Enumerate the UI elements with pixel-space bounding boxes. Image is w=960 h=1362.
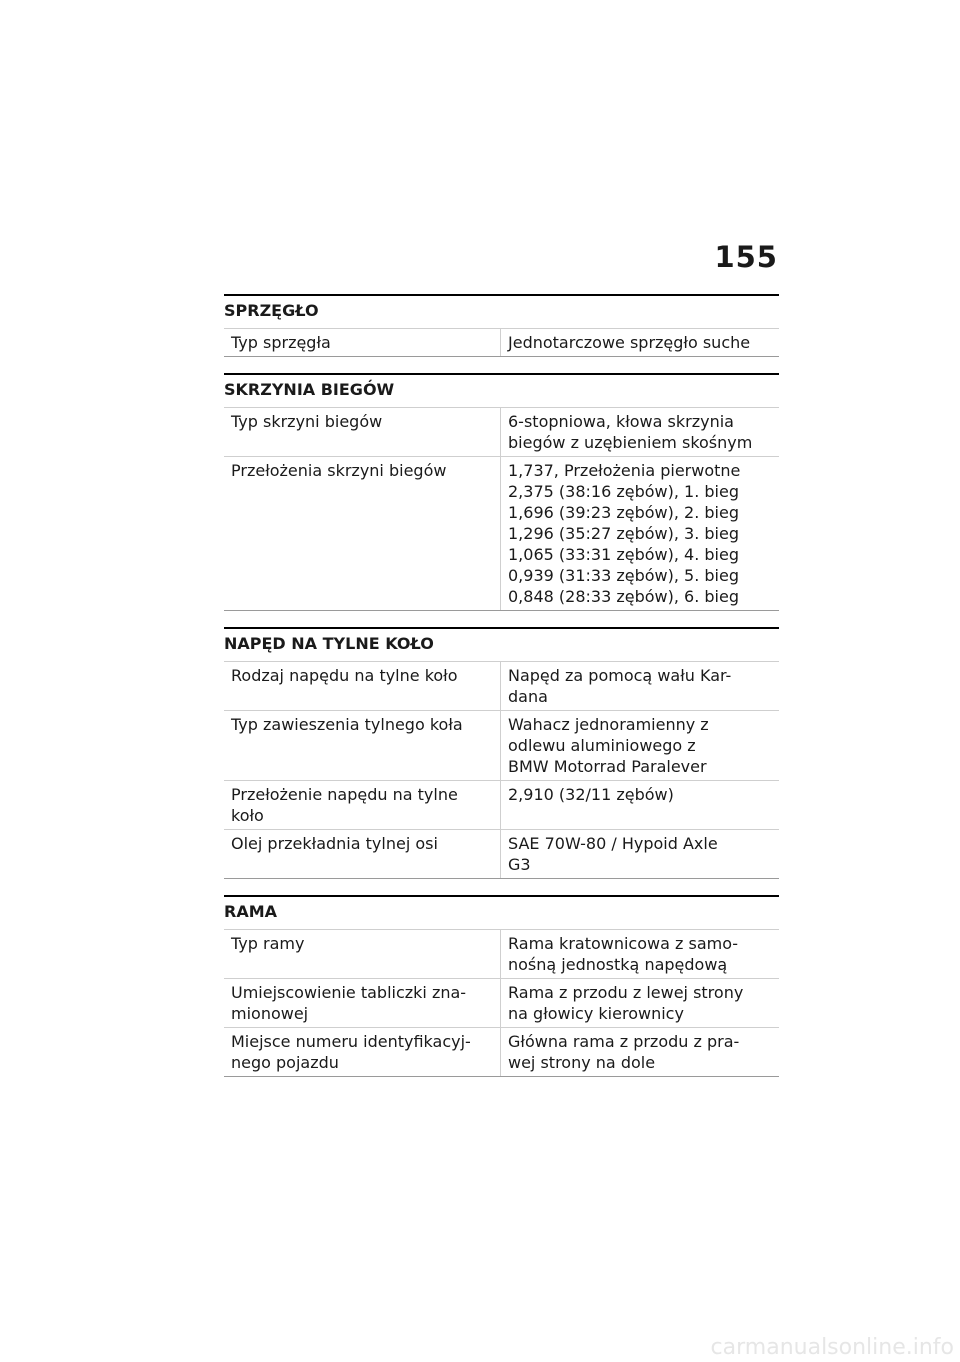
spec-value-line: 1,696 (39:23 zębów), 2. bieg [508, 503, 739, 522]
spec-label [224, 781, 501, 829]
spec-row [224, 329, 779, 357]
spec-section [224, 294, 779, 357]
section-title: SPRZĘGŁO [224, 296, 779, 329]
spec-label [224, 408, 501, 456]
spec-row [224, 408, 779, 457]
spec-value-line: odlewu aluminiowego z [508, 736, 696, 755]
spec-row [224, 711, 779, 781]
spec-value [501, 830, 779, 878]
section-title: NAPĘD NA TYLNE KOŁO [224, 629, 779, 662]
spec-label-line: Umiejscowienie tabliczki zna- [231, 983, 467, 1002]
spec-row [224, 457, 779, 611]
spec-row [224, 781, 779, 830]
spec-label-line: Przełożenia skrzyni biegów [231, 461, 447, 480]
spec-label-line: Przełożenie napędu na tylne [231, 785, 458, 804]
spec-value-line: Główna rama z przodu z pra- [508, 1032, 740, 1051]
spec-label-line: Typ zawieszenia tylnego koła [231, 715, 463, 734]
spec-value-line: nośną jednostką napędową [508, 955, 728, 974]
page-number: 155 [714, 240, 778, 274]
spec-value [501, 711, 779, 780]
spec-value [501, 930, 779, 978]
spec-value [501, 1028, 779, 1076]
spec-row [224, 662, 779, 711]
spec-label-line: Typ sprzęgła [231, 333, 331, 352]
spec-row [224, 830, 779, 879]
spec-label-line: nego pojazdu [231, 1053, 339, 1072]
spec-row [224, 979, 779, 1028]
spec-value-line: biegów z uzębieniem skośnym [508, 433, 753, 452]
watermark: carmanualsonline.info [710, 1335, 954, 1360]
spec-value-line: 1,065 (33:31 zębów), 4. bieg [508, 545, 739, 564]
spec-value [501, 329, 779, 356]
spec-value-line: Wahacz jednoramienny z [508, 715, 709, 734]
spec-label-line: Miejsce numeru identyfikacyj- [231, 1032, 471, 1051]
spec-row [224, 1028, 779, 1077]
spec-section [224, 895, 779, 1077]
spec-label [224, 1028, 501, 1076]
spec-label [224, 830, 501, 878]
spec-value-line: 1,737, Przełożenia pierwotne [508, 461, 741, 480]
spec-value-line: SAE 70W-80 / Hypoid Axle [508, 834, 718, 853]
spec-value [501, 457, 779, 610]
spec-section [224, 373, 779, 611]
spec-value [501, 408, 779, 456]
spec-value-line: G3 [508, 855, 531, 874]
section-title: RAMA [224, 897, 779, 930]
spec-value-line: wej strony na dole [508, 1053, 656, 1072]
spec-value-line: dana [508, 687, 548, 706]
spec-value-line: Rama kratownicowa z samo- [508, 934, 739, 953]
spec-value [501, 979, 779, 1027]
spec-label-line: Rodzaj napędu na tylne koło [231, 666, 458, 685]
spec-label [224, 329, 501, 356]
spec-label [224, 711, 501, 780]
spec-value [501, 662, 779, 710]
spec-value-line: 0,848 (28:33 zębów), 6. bieg [508, 587, 739, 606]
spec-value-line: Napęd za pomocą wału Kar- [508, 666, 732, 685]
spec-value-line: 2,910 (32/11 zębów) [508, 785, 674, 804]
spec-label [224, 979, 501, 1027]
spec-label-line: mionowej [231, 1004, 309, 1023]
spec-value-line: Rama z przodu z lewej strony [508, 983, 744, 1002]
spec-value-line: 1,296 (35:27 zębów), 3. bieg [508, 524, 739, 543]
section-title: SKRZYNIA BIEGÓW [224, 375, 779, 408]
spec-label [224, 930, 501, 978]
spec-value-line: Jednotarczowe sprzęgło suche [508, 333, 751, 352]
spec-label-line: koło [231, 806, 264, 825]
spec-label-line: Typ ramy [231, 934, 305, 953]
spec-value-line: 6-stopniowa, kłowa skrzynia [508, 412, 734, 431]
spec-row [224, 930, 779, 979]
spec-label [224, 457, 501, 610]
spec-value-line: BMW Motorrad Paralever [508, 757, 707, 776]
spec-label-line: Olej przekładnia tylnej osi [231, 834, 438, 853]
spec-value-line: na głowicy kierownicy [508, 1004, 684, 1023]
spec-value-line: 2,375 (38:16 zębów), 1. bieg [508, 482, 739, 501]
spec-value-line: 0,939 (31:33 zębów), 5. bieg [508, 566, 739, 585]
spec-label-line: Typ skrzyni biegów [231, 412, 383, 431]
spec-label [224, 662, 501, 710]
spec-section [224, 627, 779, 879]
spec-value [501, 781, 779, 829]
spec-content [224, 294, 779, 1093]
